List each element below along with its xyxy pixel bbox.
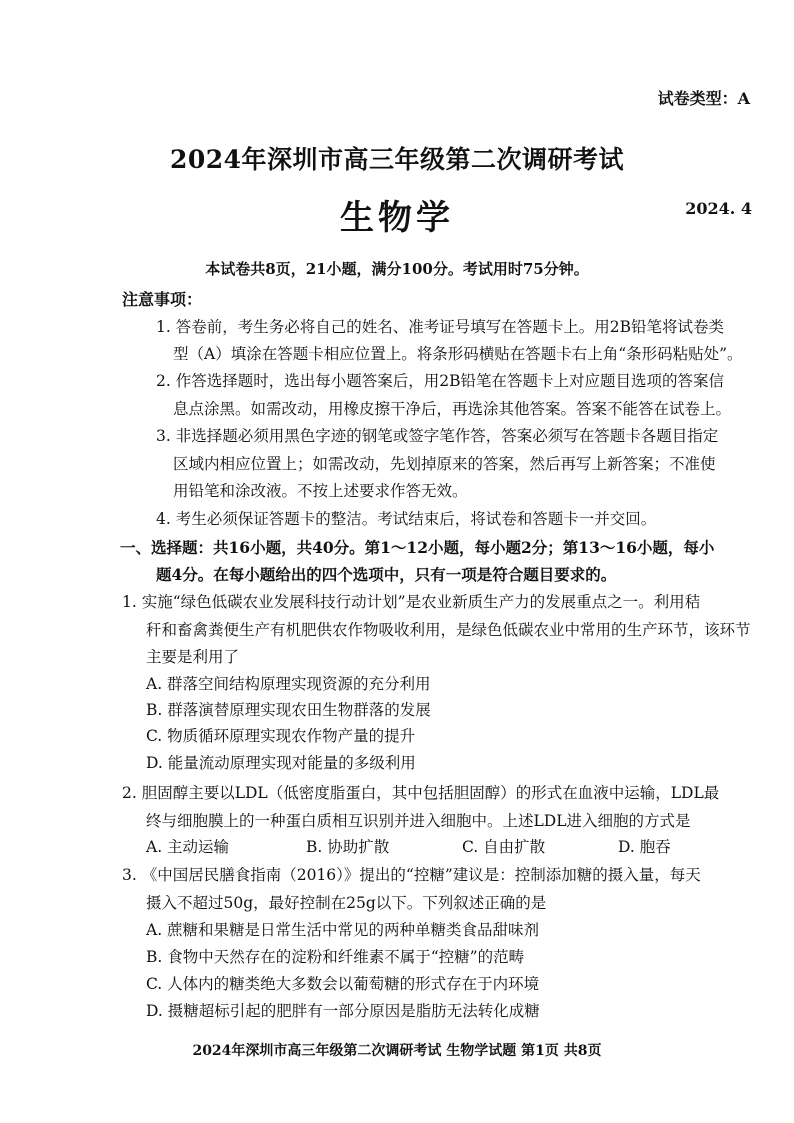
notes-line: 4. 考生必须保证答题卡的整洁。考试结束后，将试卷和答题卡一并交回。 [156, 510, 657, 528]
notes-heading: 注意事项： [122, 290, 203, 309]
option-a: A. 群落空间结构原理实现资源的充分利用 [146, 675, 431, 693]
subject-title: 生物学 [340, 198, 454, 238]
question-stem-line: 主要是利用了 [146, 648, 240, 666]
section-heading: 一、选择题：共16小题，共40分。第1～12小题，每小题2分；第13～16小题，每小 [120, 538, 715, 557]
page-footer: 2024年深圳市高三年级第二次调研考试 生物学试题 第1页 共8页 [192, 1043, 602, 1059]
option-b: B. 食物中天然存在的淀粉和纤维素不属于“控糖”的范畴 [146, 948, 525, 966]
option-a: A. 主动运输 [146, 838, 230, 856]
option-d: D. 摄糖超标引起的肥胖有一部分原因是脂肪无法转化成糖 [146, 1002, 540, 1020]
notes-line: 1. 答卷前，考生务必将自己的姓名、准考证号填写在答题卡上。用2B铅笔将试卷类 [156, 318, 724, 336]
option-a: A. 蔗糖和果糖是日常生活中常见的两种单糖类食品甜味剂 [146, 921, 540, 939]
option-c: C. 人体内的糖类绝大多数会以葡萄糖的形式存在于内环境 [146, 975, 540, 993]
option-c: C. 自由扩散 [462, 838, 546, 856]
option-b: B. 协助扩散 [306, 838, 390, 856]
exam-info: 本试卷共8页，21小题，满分100分。考试用时75分钟。 [205, 260, 589, 278]
option-c: C. 物质循环原理实现农作物产量的提升 [146, 727, 416, 745]
notes-line: 2. 作答选择题时，选出每小题答案后，用2B铅笔在答题卡上对应题目选项的答案信 [156, 372, 724, 390]
option-d: D. 能量流动原理实现对能量的多级利用 [146, 754, 416, 772]
notes-line: 型（A）填涂在答题卡相应位置上。将条形码横贴在答题卡右上角“条形码粘贴处”。 [173, 345, 743, 363]
option-d: D. 胞吞 [618, 838, 671, 856]
question-stem-line: 3. 《中国居民膳食指南（2016）》提出的“控糖”建议是：控制添加糖的摄入量，每天 [122, 866, 701, 884]
question-stem-line: 1. 实施“绿色低碳农业发展科技行动计划”是农业新质生产力的发展重点之一。利用秸 [122, 593, 701, 611]
paper-type: 试卷类型：A [657, 89, 750, 108]
section-heading: 题4分。在每小题给出的四个选项中，只有一项是符合题目要求的。 [156, 565, 617, 584]
exam-title: 2024年深圳市高三年级第二次调研考试 [169, 145, 625, 174]
notes-line: 用铅笔和涂改液。不按上述要求作答无效。 [173, 482, 468, 500]
question-stem-line: 秆和畜禽粪便生产有机肥供农作物吸收利用，是绿色低碳农业中常用的生产环节，该环节 [146, 621, 751, 639]
exam-date: 2024. 4 [685, 199, 752, 218]
option-b: B. 群落演替原理实现农田生物群落的发展 [146, 701, 431, 719]
question-stem-line: 终与细胞膜上的一种蛋白质相互识别并进入细胞中。上述LDL进入细胞的方式是 [146, 812, 691, 830]
question-stem-line: 摄入不超过50g，最好控制在25g以下。下列叙述正确的是 [146, 894, 547, 912]
notes-line: 息点涂黑。如需改动，用橡皮擦干净后，再选涂其他答案。答案不能答在试卷上。 [173, 400, 732, 418]
question-stem-line: 2. 胆固醇主要以LDL（低密度脂蛋白，其中包括胆固醇）的形式在血液中运输，LDL最 [122, 784, 720, 802]
notes-line: 区域内相应位置上；如需改动，先划掉原来的答案，然后再写上新答案；不准使 [173, 455, 716, 473]
notes-line: 3. 非选择题必须用黑色字迹的钢笔或签字笔作答，答案必须写在答题卡各题目指定 [156, 427, 719, 445]
